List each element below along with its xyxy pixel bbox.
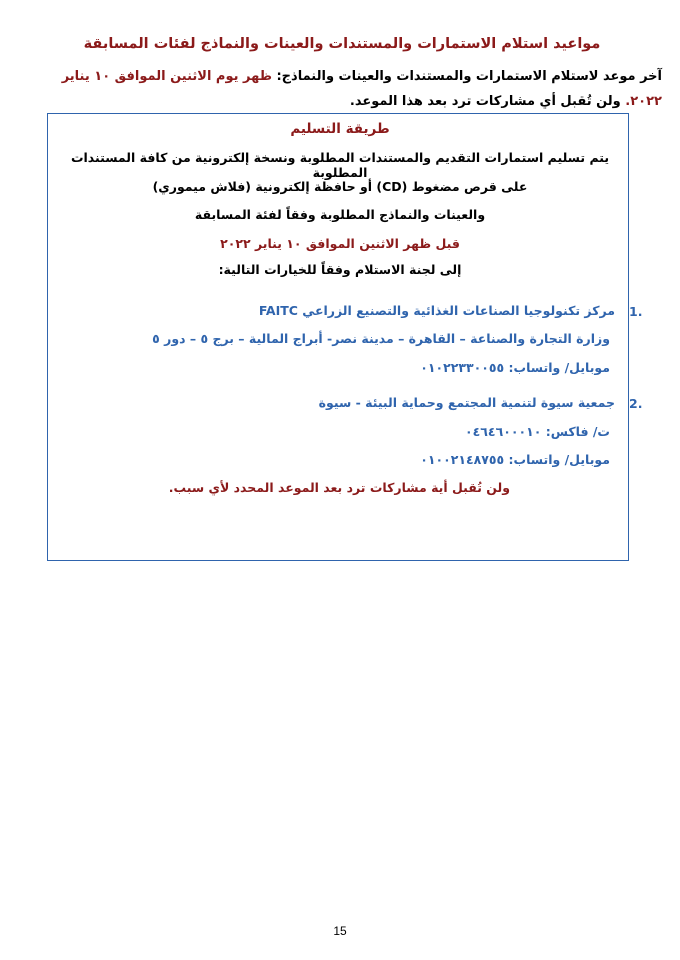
deadline-paragraph — [22, 64, 662, 114]
deadline-suffix: ولن تُقبل أي مشاركات ترد بعد هذا الموعد. — [349, 94, 621, 109]
page-number: 15 — [333, 924, 347, 938]
delivery-heading: طريقة التسليم — [290, 121, 390, 137]
page-title: مواعيد استلام الاستمارات والمستندات والعينات والنماذج لفئات المسابقة — [83, 36, 601, 52]
delivery-line-1: يتم تسليم استمارات التقديم والمستندات المطلوبة ونسخة إلكترونية من كافة المستندات المطلوبة — [70, 150, 610, 180]
option-2-contact: موبايل/ واتساب: ٠١٠٠٢١٤٨٧٥٥ — [420, 452, 610, 467]
option-1-number: 1. — [629, 304, 643, 319]
delivery-deadline: قبل ظهر الاثنين الموافق ١٠ يناير ٢٠٢٢ — [220, 236, 460, 251]
warning-text: ولن تُقبل أية مشاركات ترد بعد الموعد المحدد لأي سبب. — [168, 480, 510, 495]
option-1-name: مركز تكنولوجيا الصناعات الغذائية والتصنيع الزراعي FAITC — [258, 303, 615, 318]
delivery-committee: إلى لجنة الاستلام وفقاً للخيارات التالية: — [218, 262, 462, 277]
option-1-contact: موبايل/ واتساب: ٠١٠٢٢٣٣٠٠٥٥ — [420, 360, 610, 375]
option-2-number: 2. — [629, 396, 643, 411]
option-2-phone: ت/ فاكس: ٠٤٦٤٦٠٠٠١٠ — [465, 424, 610, 439]
option-2-name: جمعية سيوة لتنمية المجتمع وحماية البيئة - سيوة — [318, 395, 615, 410]
deadline-date: ظهر يوم الاثنين الموافق ١٠ يناير ٢٠٢٢. — [61, 69, 662, 109]
delivery-line-3: والعينات والنماذج المطلوبة وفقاً لفئة المسابقة — [194, 207, 486, 222]
delivery-line-2: على قرص مضغوط (CD) أو حافظة إلكترونية (فلاش ميموري) — [152, 179, 528, 194]
deadline-prefix: آخر موعد لاستلام الاستمارات والمستندات والعينات والنماذج: — [276, 69, 662, 84]
option-1-address: وزارة التجارة والصناعة – القاهرة – مدينة نصر- أبراج المالية – برج ٥ – دور ٥ — [152, 331, 610, 346]
